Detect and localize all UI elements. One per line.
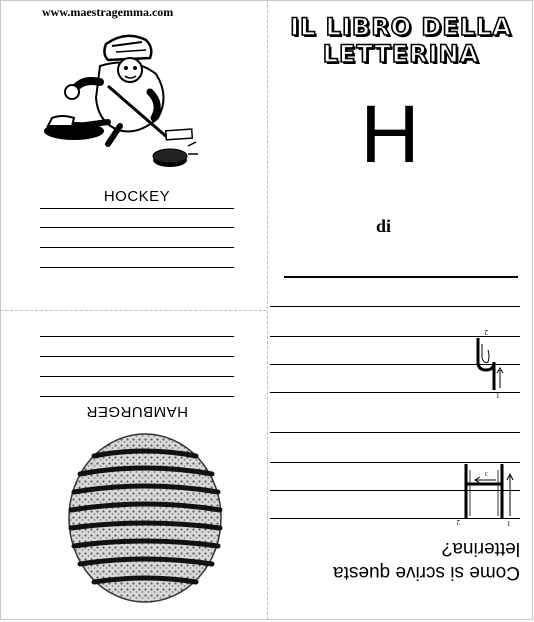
author-name-line — [284, 276, 518, 278]
site-url: www.maestragemma.com — [42, 5, 174, 19]
small-h-stroke-guide — [470, 326, 506, 402]
book-title-line2: LETTERINA — [322, 40, 480, 68]
big-h-step-2: 2 — [456, 518, 460, 526]
hamburger-image — [66, 432, 224, 604]
hockey-player-image — [38, 26, 198, 178]
small-h-step-1: 1 — [496, 392, 500, 400]
featured-letter: H — [360, 89, 420, 180]
small-h-step-2: 2 — [484, 328, 488, 336]
word-top: HOCKEY — [103, 188, 171, 205]
big-h-step-3: 3 — [485, 470, 488, 476]
question-line2: letterina? — [441, 538, 520, 559]
book-title — [268, 14, 534, 68]
big-h-step-1: 1 — [507, 520, 511, 528]
writing-line — [40, 336, 234, 337]
book-title-line1: IL LIBRO DELLA — [290, 13, 512, 41]
writing-line — [40, 247, 234, 248]
writing-line — [40, 396, 234, 397]
fold-line-vertical — [267, 0, 268, 620]
author-label: di — [376, 216, 392, 236]
writing-line — [40, 208, 234, 209]
guide-line — [270, 306, 520, 307]
writing-line — [40, 356, 234, 357]
writing-question — [270, 536, 520, 584]
writing-line — [40, 376, 234, 377]
guide-line — [270, 432, 520, 433]
question-line1: Come si scrive questa — [333, 562, 520, 583]
writing-line — [40, 227, 234, 228]
writing-line — [40, 267, 234, 268]
word-bottom: HAMBURGER — [86, 403, 189, 420]
fold-line-horizontal — [0, 310, 267, 311]
big-h-stroke-guide — [452, 456, 518, 530]
